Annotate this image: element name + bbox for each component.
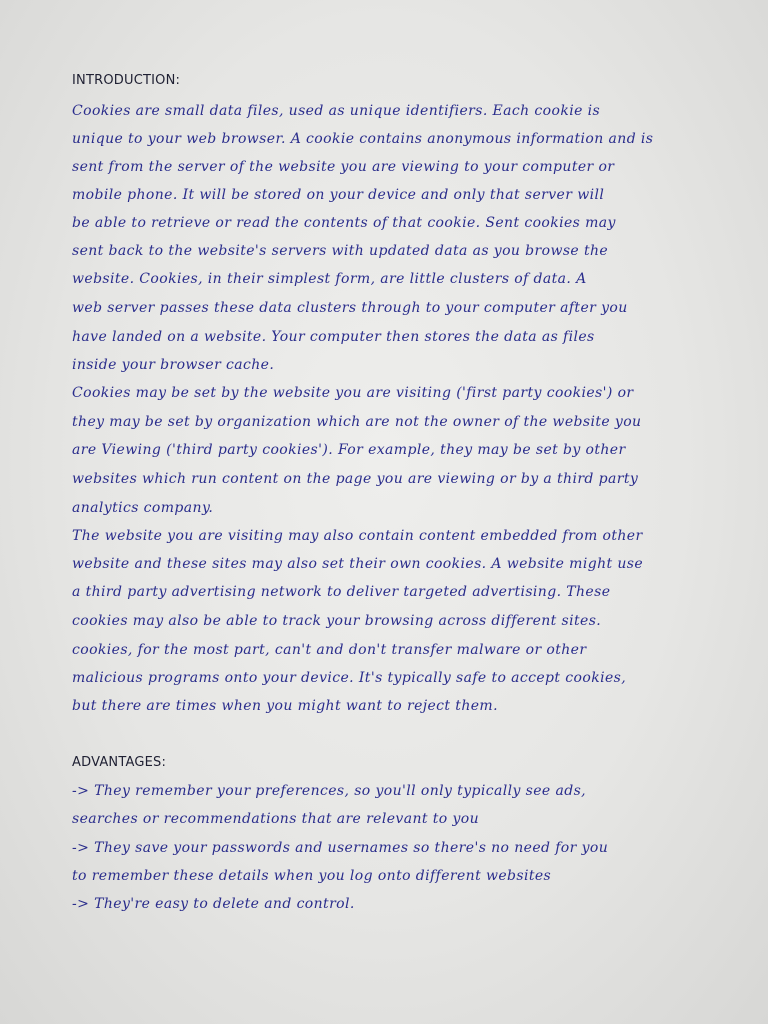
introduction-line: they may be set by organization which are not the owner of the website you (72, 414, 642, 430)
introduction-line: web server passes these data clusters through to your computer after you (72, 300, 628, 316)
introduction-line: inside your browser cache. (72, 357, 275, 373)
introduction-line: websites which run content on the page you are viewing or by a third party (72, 471, 639, 487)
introduction-line: have landed on a website. Your computer then stores the data as files (72, 329, 595, 345)
introduction-line: cookies, for the most part, can't and don't transfer malware or other (72, 642, 587, 658)
introduction-line: unique to your web browser. A cookie contains anonymous information and is (72, 131, 654, 147)
introduction-line: sent from the server of the website you are viewing to your computer or (72, 159, 615, 175)
introduction-line: Cookies are small data files, used as unique identifiers. Each cookie is (72, 103, 601, 119)
introduction-line: analytics company. (72, 500, 214, 516)
introduction-line: website. Cookies, in their simplest form, are little clusters of data. A (72, 271, 587, 287)
introduction-line: malicious programs onto your device. It's typically safe to accept cookies, (72, 670, 627, 686)
introduction-line: The website you are visiting may also contain content embedded from other (72, 528, 643, 544)
advantages-heading: ADVANTAGES: (72, 755, 167, 770)
introduction-heading: INTRODUCTION: (72, 73, 181, 88)
introduction-line: are Viewing ('third party cookies'). For example, they may be set by other (72, 442, 626, 458)
introduction-line: sent back to the website's servers with updated data as you browse the (72, 243, 609, 259)
introduction-line: be able to retrieve or read the contents of that cookie. Sent cookies may (72, 215, 616, 231)
introduction-line: website and these sites may also set their own cookies. A website might use (72, 556, 644, 572)
introduction-line: mobile phone. It will be stored on your device and only that server will (72, 187, 605, 203)
introduction-line: cookies may also be able to track your browsing across different sites. (72, 613, 602, 629)
introduction-line: but there are times when you might want to reject them. (72, 698, 498, 714)
introduction-line: a third party advertising network to deliver targeted advertising. These (72, 584, 611, 600)
advantages-line: -> They're easy to delete and control. (72, 896, 355, 912)
advantages-line: -> They remember your preferences, so you'll only typically see ads, (72, 783, 587, 799)
advantages-line: searches or recommendations that are relevant to you (72, 811, 480, 827)
advantages-line: to remember these details when you log onto different websites (72, 868, 552, 884)
advantages-line: -> They save your passwords and usernames so there's no need for you (72, 840, 609, 856)
introduction-line: Cookies may be set by the website you are visiting ('first party cookies') or (72, 385, 634, 401)
